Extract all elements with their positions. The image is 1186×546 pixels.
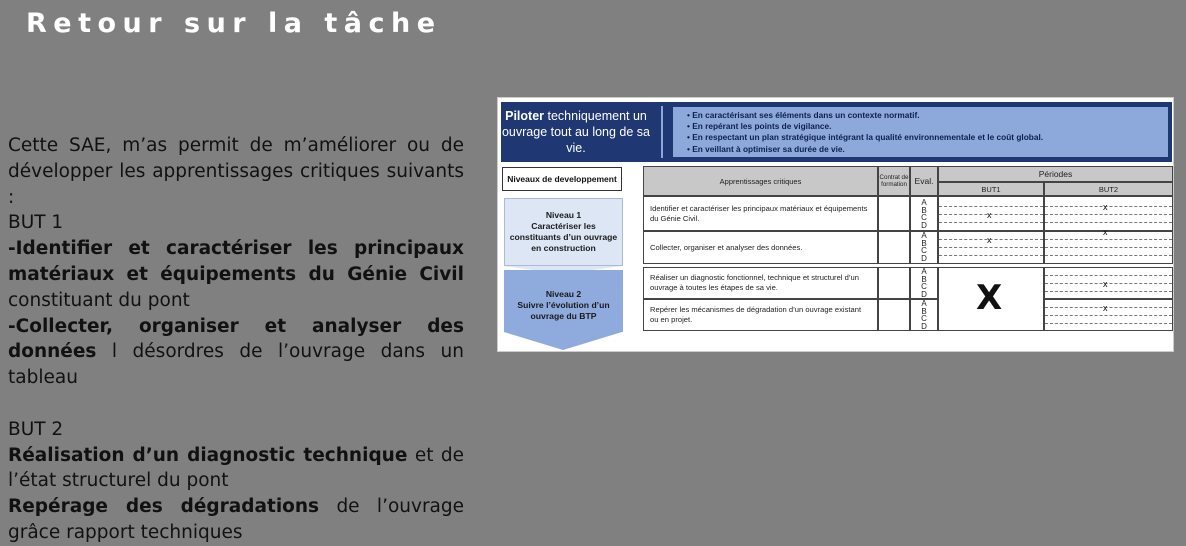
bullet-item: • En repérant les points de vigilance.	[687, 121, 1168, 132]
but1-label: BUT 1	[8, 212, 64, 234]
grade-column: A B C D	[921, 231, 927, 263]
big-eval-mark: X	[976, 278, 1003, 318]
niveau-1-box: Niveau 1 Caractériser les constituants d’un ouvrage en construction	[504, 198, 623, 266]
eval-mark: x	[1103, 227, 1108, 237]
header-eval: Eval.	[910, 166, 938, 196]
competence-row-1: Identifier et caractériser les principaux matériaux et équipements du Génie Civil.	[643, 196, 878, 231]
competence-title: Piloter techniquement un ouvrage tout au long de sa vie.	[501, 109, 651, 155]
competence-bullets	[673, 107, 1168, 157]
competence-row-2: Collecter, organiser et analyser des données.	[643, 231, 878, 264]
header-apprentissages: Apprentissages critiques	[643, 166, 878, 196]
bullet-item: • En veillant à optimiser sa durée de vie.	[687, 144, 1168, 155]
eval-mark: x	[1103, 303, 1108, 313]
header-but2: BUT2	[1044, 182, 1173, 196]
header-periodes: Périodes	[938, 166, 1173, 182]
but1-item-2: -Collecter, organiser et analyser des données l désordres de l’ouvrage dans un tableau	[8, 315, 464, 389]
niveau-2-box: Niveau 2 Suivre l’évolution d’un ouvrage du BTP	[504, 270, 623, 332]
competence-row-4: Repérer les mécanismes de dégradation d’un ouvrage existant ou en projet.	[643, 299, 878, 331]
eval-grid	[643, 166, 1173, 332]
eval-mark: x	[1103, 202, 1108, 212]
eval-mark: x	[987, 235, 992, 245]
page-title: Retour sur la tâche	[26, 8, 442, 39]
intro-text: Cette SAE, m’as permit de m’améliorer ou de développer les apprentissages critiques suivants :	[8, 135, 464, 208]
but2-item-1: Réalisation d’un diagnostic technique et de l’état structurel du pont	[8, 444, 464, 492]
competence-row-3: Réaliser un diagnostic fonctionnel, technique et structurel d’un ouvrage à toutes les étapes de sa vie.	[643, 267, 878, 299]
grade-column: A B C D	[921, 267, 927, 299]
body-text	[8, 133, 464, 546]
grade-column: A B C D	[921, 299, 927, 331]
eval-mark: x	[1103, 279, 1108, 289]
header-but1: BUT1	[938, 182, 1044, 196]
bullet-item: • En respectant un plan stratégique intégrant la qualité environnementale et le coût global.	[687, 132, 1168, 143]
niveaux-title: Niveaux de developpement	[502, 167, 622, 191]
competence-header	[501, 102, 1172, 162]
competence-table-image	[497, 97, 1174, 352]
grade-column: A B C D	[921, 198, 927, 230]
header-contrat: Contrat de formation	[878, 166, 910, 196]
but2-item-2: Repérage des dégradations de l’ouvrage grâce rapport techniques	[8, 496, 465, 543]
but2-label: BUT 2	[8, 418, 64, 440]
eval-mark: x	[987, 210, 992, 220]
but1-item-1: -Identifier et caractériser les principaux matériaux et équipements du Génie Civil constituant du pont	[8, 238, 464, 311]
bullet-item: • En caractérisant ses éléments dans un contexte normatif.	[687, 110, 1168, 121]
